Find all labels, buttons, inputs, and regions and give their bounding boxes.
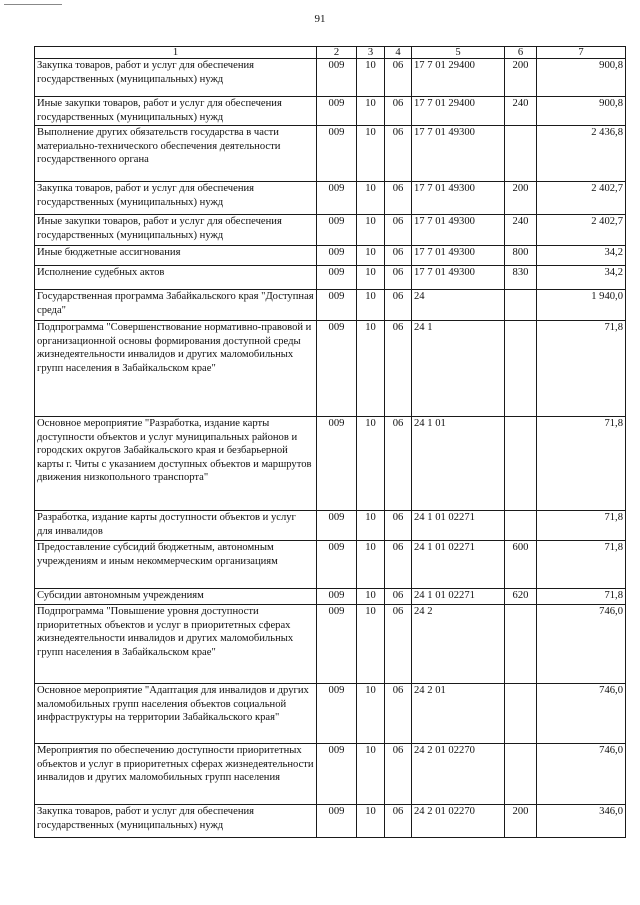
ministry-code: 009: [317, 321, 357, 417]
amount: 2 402,7: [537, 182, 626, 215]
target-article-code: 24 1 01 02271: [412, 511, 505, 541]
expense-type-code: [505, 511, 537, 541]
expense-type-code: 200: [505, 182, 537, 215]
amount: 71,8: [537, 541, 626, 589]
subsection-code: 06: [385, 321, 412, 417]
section-code: 10: [357, 541, 385, 589]
row-name: Разработка, издание карты доступности объектов и услуг для инвалидов: [35, 511, 317, 541]
target-article-code: 24 2: [412, 605, 505, 684]
page-number: 91: [314, 13, 326, 25]
header-col-7: 7: [537, 47, 626, 59]
section-code: 10: [357, 589, 385, 605]
amount: 346,0: [537, 805, 626, 838]
subsection-code: 06: [385, 605, 412, 684]
row-name: Иные закупки товаров, работ и услуг для обеспечения государственных (муниципальных) нужд: [35, 97, 317, 126]
header-col-6: 6: [505, 47, 537, 59]
subsection-code: 06: [385, 246, 412, 266]
table-row: [35, 805, 626, 838]
section-code: 10: [357, 97, 385, 126]
table-row: [35, 182, 626, 215]
scan-edge-mark: [4, 4, 62, 5]
row-name: Иные бюджетные ассигнования: [35, 246, 317, 266]
table-row: [35, 246, 626, 266]
table-row: [35, 744, 626, 805]
amount: 2 436,8: [537, 126, 626, 182]
row-name: Исполнение судебных актов: [35, 266, 317, 290]
target-article-code: 17 7 01 49300: [412, 126, 505, 182]
header-row: [35, 47, 626, 59]
table-row: [35, 97, 626, 126]
expense-type-code: 800: [505, 246, 537, 266]
ministry-code: 009: [317, 97, 357, 126]
subsection-code: 06: [385, 266, 412, 290]
target-article-code: 24 1: [412, 321, 505, 417]
expense-type-code: 240: [505, 215, 537, 246]
subsection-code: 06: [385, 126, 412, 182]
subsection-code: 06: [385, 182, 412, 215]
ministry-code: 009: [317, 805, 357, 838]
target-article-code: 24 1 01 02271: [412, 541, 505, 589]
expense-type-code: 830: [505, 266, 537, 290]
section-code: 10: [357, 805, 385, 838]
row-name: Закупка товаров, работ и услуг для обеспечения государственных (муниципальных) нужд: [35, 805, 317, 838]
amount: 71,8: [537, 321, 626, 417]
ministry-code: 009: [317, 684, 357, 744]
section-code: 10: [357, 417, 385, 511]
row-name: Закупка товаров, работ и услуг для обеспечения государственных (муниципальных) нужд: [35, 59, 317, 97]
ministry-code: 009: [317, 59, 357, 97]
expense-type-code: 600: [505, 541, 537, 589]
amount: 71,8: [537, 417, 626, 511]
ministry-code: 009: [317, 744, 357, 805]
table-row: [35, 126, 626, 182]
table-row: [35, 511, 626, 541]
header-col-1: 1: [35, 47, 317, 59]
target-article-code: 17 7 01 29400: [412, 59, 505, 97]
table-row: [35, 321, 626, 417]
row-name: Иные закупки товаров, работ и услуг для обеспечения государственных (муниципальных) нужд: [35, 215, 317, 246]
budget-table: [34, 46, 626, 838]
ministry-code: 009: [317, 126, 357, 182]
amount: 900,8: [537, 59, 626, 97]
expense-type-code: 200: [505, 59, 537, 97]
table-row: [35, 59, 626, 97]
table-row: [35, 290, 626, 321]
target-article-code: 24 1 01: [412, 417, 505, 511]
header-col-2: 2: [317, 47, 357, 59]
table-row: [35, 541, 626, 589]
row-name: Предоставление субсидий бюджетным, автономным учреждениям и иным некоммерческим организациям: [35, 541, 317, 589]
subsection-code: 06: [385, 215, 412, 246]
ministry-code: 009: [317, 290, 357, 321]
ministry-code: 009: [317, 541, 357, 589]
row-name: Мероприятия по обеспечению доступности приоритетных объектов и услуг в приоритетных сферах жизнедеятельности инвалидов и других маломобильных групп населения: [35, 744, 317, 805]
section-code: 10: [357, 246, 385, 266]
expense-type-code: [505, 417, 537, 511]
ministry-code: 009: [317, 511, 357, 541]
section-code: 10: [357, 290, 385, 321]
header-col-4: 4: [385, 47, 412, 59]
target-article-code: 17 7 01 49300: [412, 215, 505, 246]
subsection-code: 06: [385, 744, 412, 805]
amount: 900,8: [537, 97, 626, 126]
subsection-code: 06: [385, 511, 412, 541]
table-row: [35, 684, 626, 744]
table-row: [35, 605, 626, 684]
expense-type-code: [505, 290, 537, 321]
table-row: [35, 266, 626, 290]
amount: 34,2: [537, 266, 626, 290]
section-code: 10: [357, 321, 385, 417]
row-name: Закупка товаров, работ и услуг для обеспечения государственных (муниципальных) нужд: [35, 182, 317, 215]
table-row: [35, 589, 626, 605]
row-name: Субсидии автономным учреждениям: [35, 589, 317, 605]
amount: 1 940,0: [537, 290, 626, 321]
header-col-5: 5: [412, 47, 505, 59]
target-article-code: 17 7 01 49300: [412, 266, 505, 290]
amount: 34,2: [537, 246, 626, 266]
row-name: Подпрограмма "Повышение уровня доступности приоритетных объектов и услуг в приоритетных сферах жизнедеятельности инвалидов и других маломобильных групп населения в Забайкальском крае": [35, 605, 317, 684]
ministry-code: 009: [317, 417, 357, 511]
subsection-code: 06: [385, 97, 412, 126]
section-code: 10: [357, 605, 385, 684]
ministry-code: 009: [317, 266, 357, 290]
row-name: Основное мероприятие "Разработка, издание карты доступности объектов и услуг муниципальных районов и городских округов Забайкальского края и безбарьерной карты г. Читы с указанием доступных объектов и маршрутов движения низкопольного транспорта": [35, 417, 317, 511]
ministry-code: 009: [317, 215, 357, 246]
section-code: 10: [357, 684, 385, 744]
target-article-code: 24 2 01 02270: [412, 744, 505, 805]
ministry-code: 009: [317, 589, 357, 605]
target-article-code: 24 1 01 02271: [412, 589, 505, 605]
amount: 746,0: [537, 744, 626, 805]
section-code: 10: [357, 182, 385, 215]
amount: 71,8: [537, 511, 626, 541]
expense-type-code: [505, 605, 537, 684]
table-row: [35, 417, 626, 511]
ministry-code: 009: [317, 605, 357, 684]
section-code: 10: [357, 511, 385, 541]
expense-type-code: [505, 321, 537, 417]
subsection-code: 06: [385, 541, 412, 589]
target-article-code: 17 7 01 49300: [412, 182, 505, 215]
subsection-code: 06: [385, 417, 412, 511]
subsection-code: 06: [385, 684, 412, 744]
section-code: 10: [357, 215, 385, 246]
expense-type-code: 620: [505, 589, 537, 605]
target-article-code: 24 2 01 02270: [412, 805, 505, 838]
subsection-code: 06: [385, 805, 412, 838]
target-article-code: 17 7 01 29400: [412, 97, 505, 126]
expense-type-code: 200: [505, 805, 537, 838]
subsection-code: 06: [385, 59, 412, 97]
row-name: Государственная программа Забайкальского края "Доступная среда": [35, 290, 317, 321]
subsection-code: 06: [385, 589, 412, 605]
row-name: Основное мероприятие "Адаптация для инвалидов и других маломобильных групп населения объектов социальной инфраструктуры на территории Забайкальского края": [35, 684, 317, 744]
amount: 746,0: [537, 684, 626, 744]
target-article-code: 24: [412, 290, 505, 321]
header-col-3: 3: [357, 47, 385, 59]
ministry-code: 009: [317, 182, 357, 215]
amount: 71,8: [537, 589, 626, 605]
expense-type-code: [505, 684, 537, 744]
expense-type-code: 240: [505, 97, 537, 126]
section-code: 10: [357, 266, 385, 290]
expense-type-code: [505, 744, 537, 805]
ministry-code: 009: [317, 246, 357, 266]
table-row: [35, 215, 626, 246]
target-article-code: 17 7 01 49300: [412, 246, 505, 266]
section-code: 10: [357, 744, 385, 805]
expense-type-code: [505, 126, 537, 182]
row-name: Подпрограмма "Совершенствование нормативно-правовой и организационной основы формирования доступной среды жизнедеятельности инвалидов и других маломобильных групп населения в Забайкальском крае": [35, 321, 317, 417]
row-name: Выполнение других обязательств государства в части материально-технического обеспечения деятельности государственного органа: [35, 126, 317, 182]
amount: 746,0: [537, 605, 626, 684]
amount: 2 402,7: [537, 215, 626, 246]
subsection-code: 06: [385, 290, 412, 321]
target-article-code: 24 2 01: [412, 684, 505, 744]
section-code: 10: [357, 59, 385, 97]
section-code: 10: [357, 126, 385, 182]
